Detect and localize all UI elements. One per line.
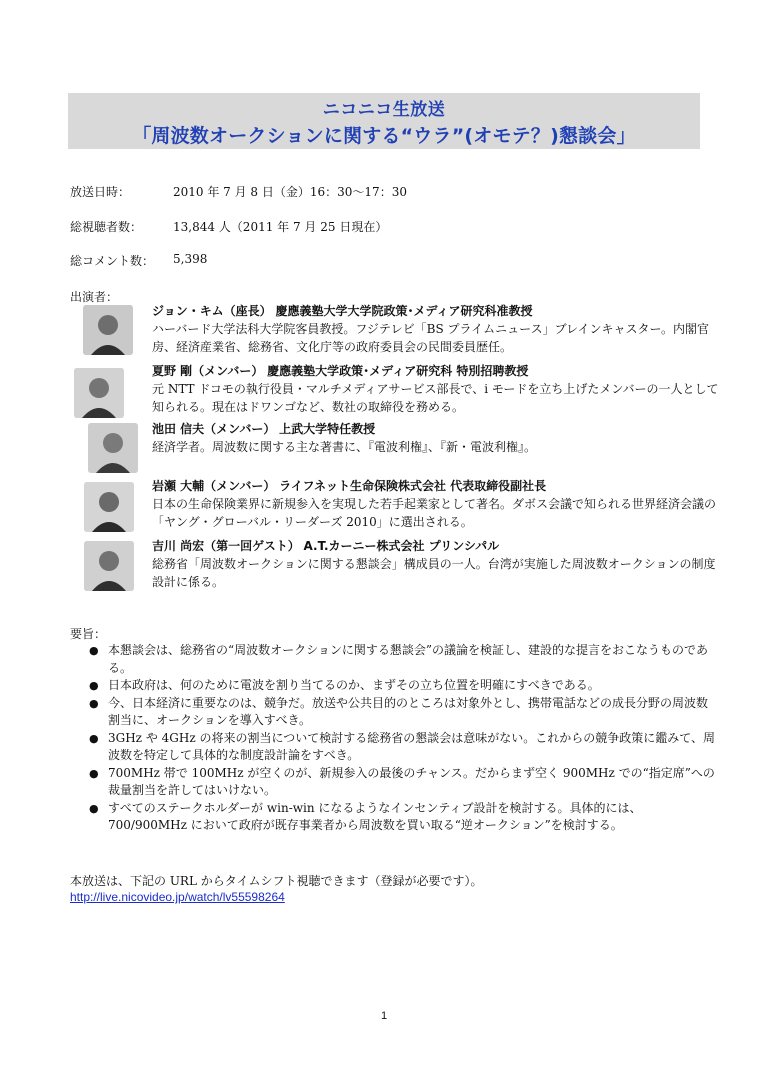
bullet-icon: ● [89,679,99,692]
summary-item [86,800,716,835]
performers-label: 出演者： [70,290,119,304]
performer-description: ハーバード大学法科大学院客員教授。フジテレビ「BS プライムニュース」ブレインキャスター。内閣官房、経済産業省、総務省、文化庁等の政府委員会の民間委員歴任。 [152,322,710,354]
bullet-icon: ● [89,696,99,710]
performer-photo [83,305,133,355]
bullet-icon: ● [89,731,99,745]
summary-item [86,695,716,730]
performer-text [152,477,722,531]
summary-item [86,730,716,765]
summary-label: 要旨： [70,627,107,641]
timeshift-note: 本放送は、下記の URL からタイムシフト視聴できます（登録が必要です）。 [70,874,483,888]
performer-affiliation: 慶應義塾大学政策･メディア研究科 特別招聘教授 [267,364,529,378]
info-value: 13,844 人（2011 年 7 月 25 日現在） [173,220,388,234]
performer-affiliation: A.T.カーニー株式会社 プリンシパル [303,539,500,553]
bullet-icon: ● [89,766,99,780]
title-banner [68,93,700,149]
performer-name: ジョン・キム（座長） [152,304,272,318]
performer-photo [84,482,134,532]
summary-text: 3GHz や 4GHz の将来の割当について検討する総務省の懇談会は意味がない。これからの競争政策に鑑みて、周波数を特定して具体的な制度設計論をすべき。 [108,730,715,762]
info-value: 5,398 [173,252,208,266]
summary-item [86,765,716,800]
summary-text: すべてのステークホルダーが win-win になるようなインセンティブ設計を検討する。具体的には、700/900MHz において政府が既存事業者から周波数を買い取る“逆オークション”を検討する。 [108,800,642,832]
bullet-icon: ● [89,644,99,657]
performer-name: 夏野 剛（メンバー） [152,364,264,378]
performer-text [152,537,722,591]
performer-text [152,362,722,416]
total-viewers-row [70,218,388,235]
performer-photo [74,368,124,418]
performer-text [152,420,722,456]
summary-text: 今、日本経済に重要なのは、競争だ。放送や公共目的のところは対象外とし、携帯電話などの成長分野の周波数割当に、オークションを導入すべき。 [108,695,709,727]
summary-item [86,677,716,695]
performer-affiliation: 上武大学特任教授 [279,422,376,436]
document-subtitle: 「周波数オークションに関する“ウラ”(オモテ？)懇談会」 [132,125,636,147]
info-value: 2010 年 7 月 8 日（金）16：30〜17：30 [173,185,407,199]
broadcast-url-link[interactable]: http://live.nicovideo.jp/watch/lv55598264 [70,890,285,904]
summary-text: 日本政府は、何のために電波を割り当てるのか、まずその立ち位置を明確にすべきである。 [108,678,600,692]
performer-name: 吉川 尚宏（第一回ゲスト） [152,539,300,553]
performer-photo [88,423,138,473]
performer-affiliation: 慶應義塾大学大学院政策･メディア研究科准教授 [275,304,533,318]
performer-name: 岩瀬 大輔（メンバー） [152,479,276,493]
performer-description: 元 NTT ドコモの執行役員・マルチメディアサービス部長で、i モードを立ち上げたメンバーの一人として知られる。現在はドワンゴなど、数社の取締役を務める。 [152,382,719,414]
performer-description: 経済学者。周波数に関する主な著書に、『電波利権』、『新・電波利権』。 [152,440,537,454]
bullet-icon: ● [89,801,99,815]
performer-text [152,302,722,356]
summary-item [86,642,716,677]
performer-description: 日本の生命保険業界に新規参入を実現した若手起業家として著名。ダボス会議で知られる世界経済会議の「ヤング・グローバル・リーダーズ 2010」に選出される。 [152,497,717,529]
summary-text: 700MHz 帯で 100MHz が空くのが、新規参入の最後のチャンス。だからまず空く 900MHz での“指定席”への裁量割当を許してはいけない。 [108,765,715,797]
info-label: 放送日時： [70,185,131,199]
info-label: 総視聴者数： [70,220,143,234]
document-title: ニコニコ生放送 [322,100,446,120]
total-comments-row [70,252,208,269]
performer-name: 池田 信夫（メンバー） [152,422,276,436]
broadcast-date-row [70,183,407,200]
performer-photo [84,541,134,591]
summary-text: 本懇談会は、総務省の“周波数オークションに関する懇談会”の議論を検証し、建設的な提言をおこなうものである。 [108,643,709,675]
page-number: 1 [380,1010,388,1022]
info-label: 総コメント数： [70,254,155,268]
performer-description: 総務省「周波数オークションに関する懇談会」構成員の一人。台湾が実施した周波数オークションの制度設計に係る。 [152,557,716,589]
summary-list [86,642,716,835]
performer-affiliation: ライフネット生命保険株式会社 代表取締役副社長 [279,479,547,493]
